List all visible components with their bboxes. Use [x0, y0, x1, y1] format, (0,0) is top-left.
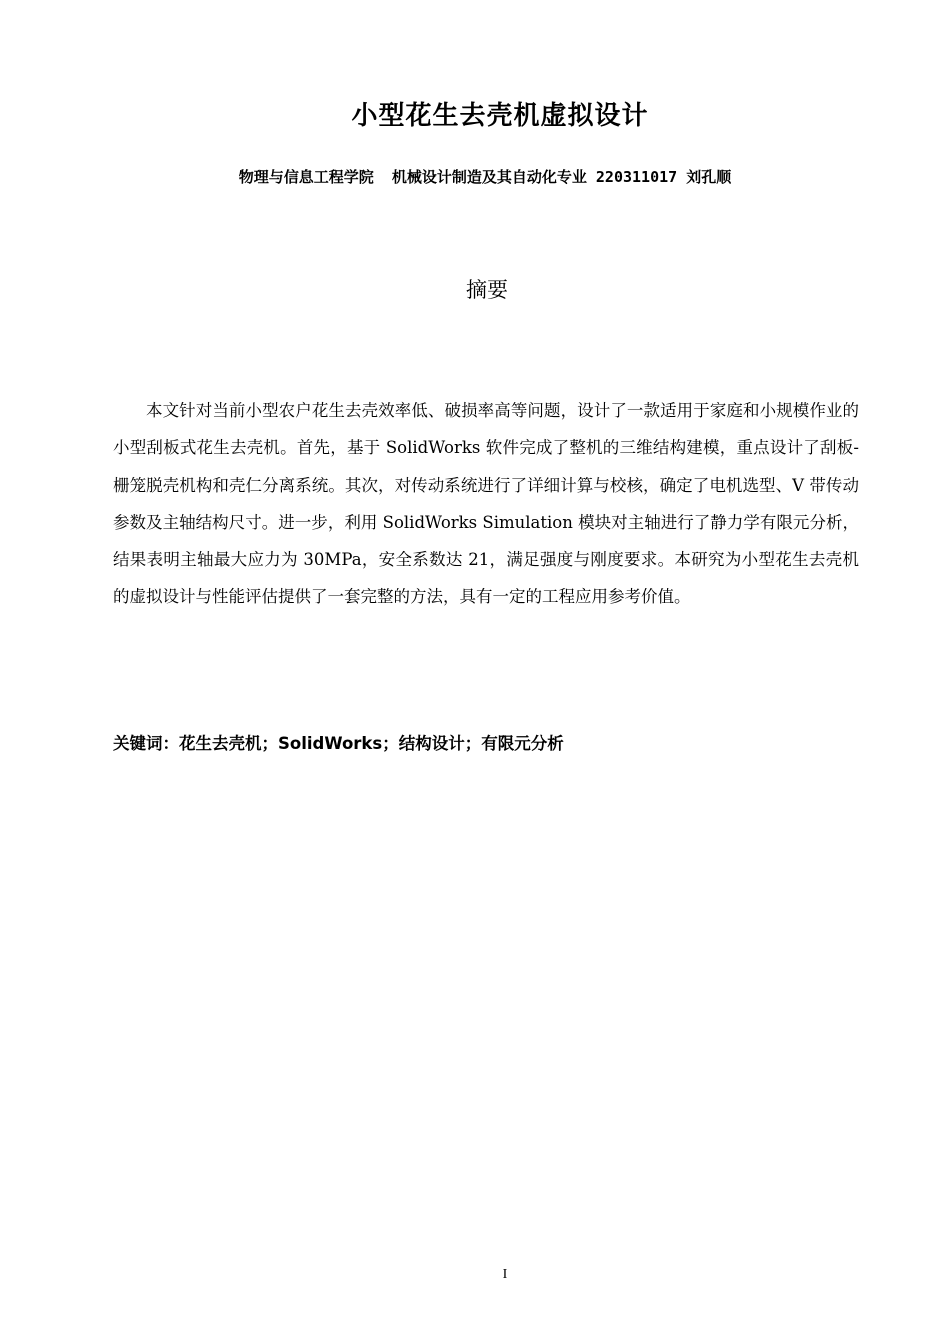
keyword-separator: ；: [464, 734, 482, 753]
paper-title: 小型花生去壳机虚拟设计: [351, 101, 649, 131]
page-number: I: [502, 1267, 508, 1282]
abstract-heading: 摘要: [466, 278, 508, 302]
keyword-item: 结构设计: [398, 734, 465, 753]
keyword-separator: ；: [382, 734, 399, 753]
abstract-body: 本文针对当前小型农户花生去壳效率低、破损率高等问题，设计了一款适用于家庭和小规模作业的小型刮板式花生去壳机。首先，基于 SolidWorks 软件完成了整机的三维结构建模，重点设计了刮板-栅笼脱壳机构和壳仁分离系统。其次，对传动系统进行了详细计算与校核，确定了电机选型、V 带传动参数及主轴结构尺寸。进一步，利用 SolidWorks Simulation 模块对主轴进行了静力学有限元分析，结果表明主轴最大应力为 30MPa，安全系数达 21，满足强度与刚度要求。本研究为小型花生去壳机的虚拟设计与性能评估提供了一套完整的方法，具有一定的工程应用参考价值。: [113, 401, 859, 607]
keyword-item: 花生去壳机: [179, 734, 262, 753]
keywords-line: [113, 728, 859, 760]
keyword-separator: ；: [261, 734, 278, 753]
keywords-label: 关键词：: [113, 734, 179, 753]
keyword-item: 有限元分析: [481, 734, 564, 753]
author-info: 物理与信息工程学院 机械设计制造及其自动化专业 220311017 刘孔顺: [238, 168, 732, 186]
keyword-item: SolidWorks: [278, 734, 383, 753]
